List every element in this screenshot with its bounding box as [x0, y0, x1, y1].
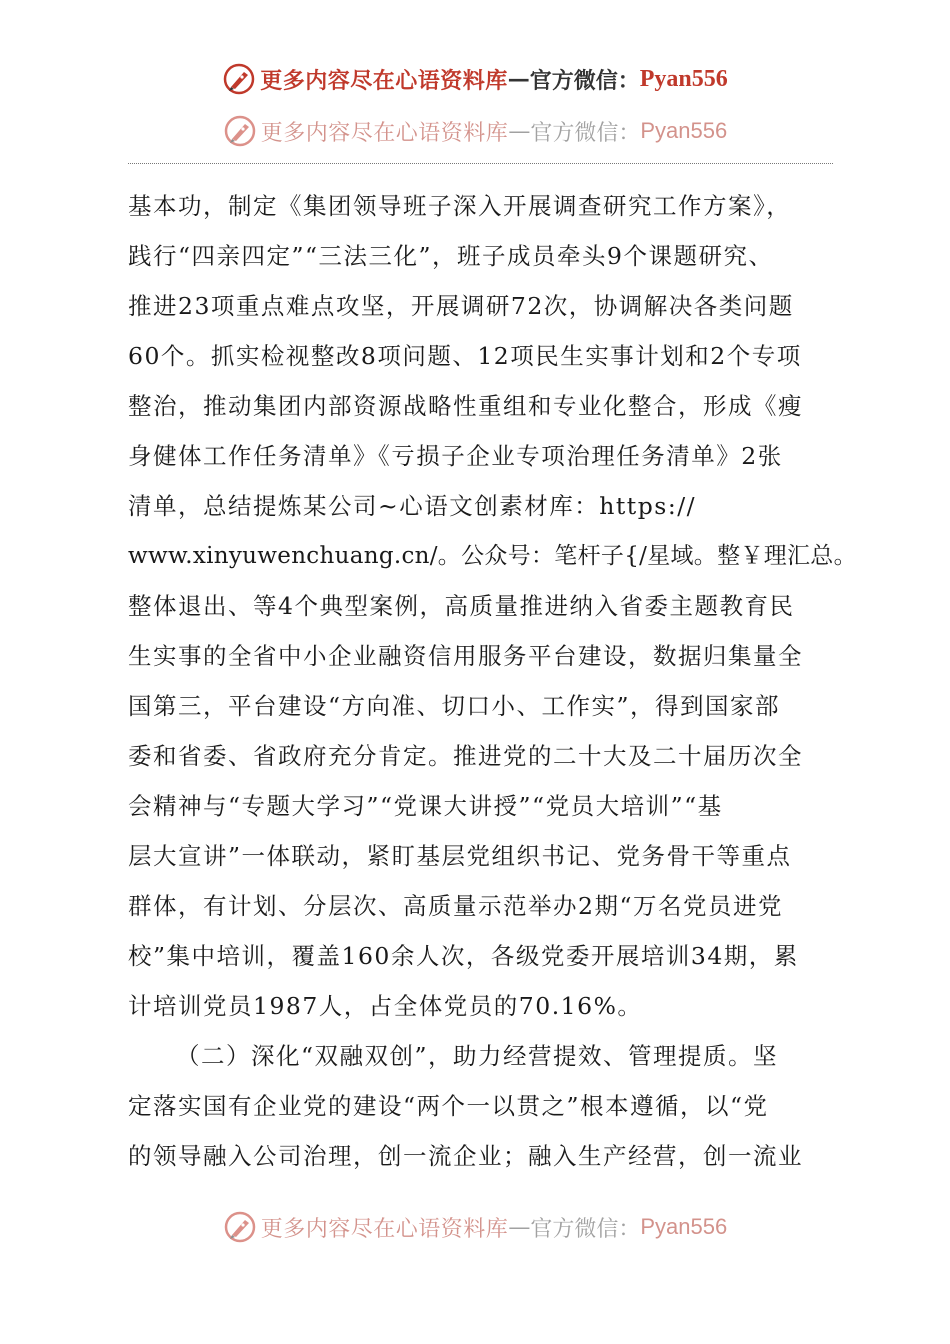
- fountain-pen-logo-icon: [223, 1210, 257, 1244]
- watermark-site-text: 更多内容尽在心语资料库: [260, 1216, 509, 1242]
- text-line: 整治，推动集团内部资源战略性重组和专业化整合，形成《瘦: [128, 392, 803, 420]
- watermark-wechat-label: 官方微信：: [530, 1216, 641, 1242]
- text-line: 基本功，制定《集团领导班子深入开展调查研究工作方案》，: [128, 192, 792, 220]
- section-heading-line: （二）深化“双融双创”，助力经营提效、管理提质。坚: [176, 1042, 779, 1070]
- text-line: 校”集中培训，覆盖160余人次，各级党委开展培训34期，累: [128, 942, 799, 970]
- watermark-wechat-id: Pyan556: [640, 1214, 728, 1239]
- text-line: 清单，总结提炼某公司~心语文创素材库：https://: [128, 492, 697, 520]
- text-line: 践行“四亲四定”“三法三化”，班子成员牵头9个课题研究、: [128, 242, 774, 270]
- watermark-wechat-id: Pyan556: [640, 118, 728, 143]
- watermark-header: [0, 62, 950, 96]
- fountain-pen-logo-icon: [223, 114, 257, 148]
- fountain-pen-logo-icon: [222, 62, 256, 96]
- watermark-wechat-label: 官方微信：: [529, 67, 640, 94]
- watermark-site-text: 更多内容尽在心语资料库: [260, 120, 509, 146]
- text-line: 委和省委、省政府充分肯定。推进党的二十大及二十届历次全: [128, 742, 803, 770]
- text-line: 群体，有计划、分层次、高质量示范举办2期“万名党员进党: [128, 892, 783, 920]
- text-line: 定落实国有企业党的建设“两个一以贯之”根本遵循，以“党: [128, 1092, 769, 1120]
- text-line: 的领导融入公司治理，创一流企业；融入生产经营，创一流业: [128, 1142, 803, 1170]
- watermark-footer: [0, 1210, 950, 1244]
- watermark-header-faded: [0, 114, 950, 148]
- text-line: www.xinyuwenchuang.cn/。公众号：笔杆子{/星域。整￥理汇总。: [128, 543, 857, 569]
- text-line: 整体退出、等4个典型案例，高质量推进纳入省委主题教育民: [128, 592, 795, 620]
- text-line: 身健体工作任务清单》《亏损子企业专项治理任务清单》2张: [128, 442, 783, 470]
- text-line: 层大宣讲”一体联动，紧盯基层党组织书记、党务骨干等重点: [128, 842, 792, 870]
- text-line: 会精神与“专题大学习”“党课大讲授”“党员大培训”“基: [128, 792, 723, 820]
- text-line: 生实事的全省中小企业融资信用服务平台建设，数据归集量全: [128, 642, 803, 670]
- header-divider: [128, 163, 833, 164]
- text-line: 推进23项重点难点攻坚，开展调研72次，协调解决各类问题: [128, 292, 794, 320]
- watermark-wechat-id: Pyan556: [639, 65, 728, 92]
- text-line: 计培训党员1987人，占全体党员的70.16%。: [128, 992, 643, 1020]
- watermark-wechat-label: 官方微信：: [530, 120, 641, 146]
- watermark-separator: —: [508, 1214, 531, 1240]
- watermark-separator: —: [508, 118, 531, 144]
- watermark-separator: —: [507, 66, 530, 92]
- document-body: [128, 181, 857, 1181]
- watermark-site-text: 更多内容尽在心语资料库: [260, 67, 508, 94]
- text-line: 国第三，平台建设“方向准、切口小、工作实”，得到国家部: [128, 692, 781, 720]
- text-line: 60个。抓实检视整改8项问题、12项民生实事计划和2个专项: [128, 342, 802, 370]
